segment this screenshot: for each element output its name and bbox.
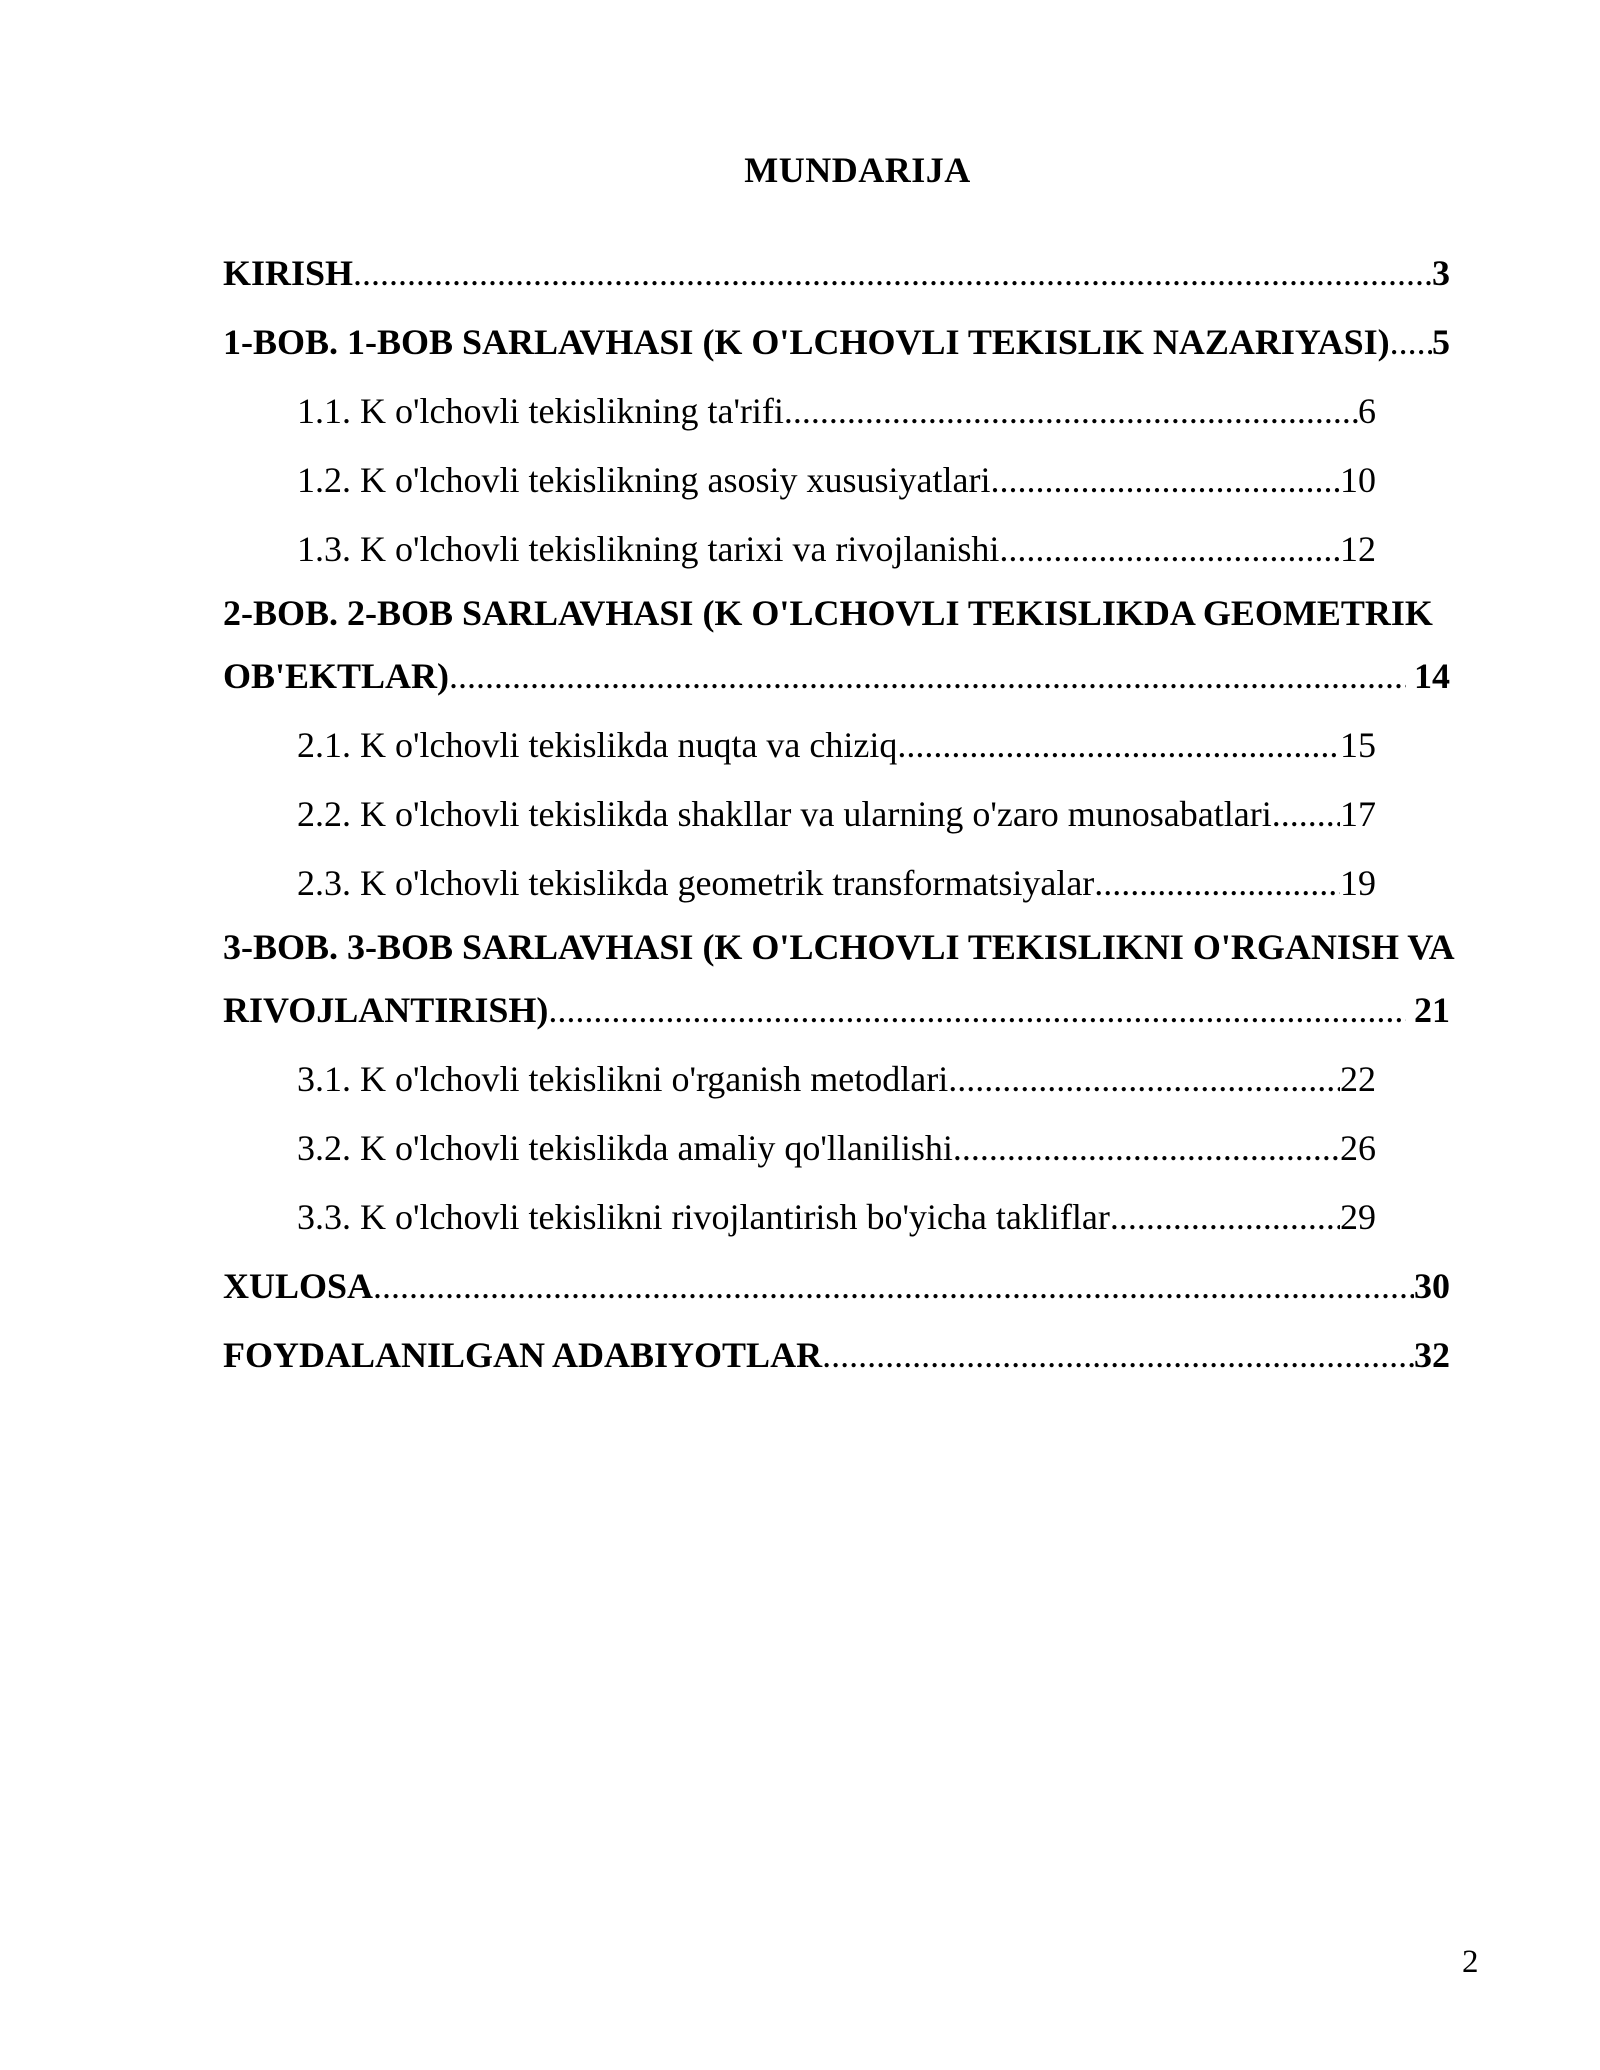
toc-entry-section-1-2[interactable] (223, 445, 1376, 514)
leader-dots (953, 1124, 1340, 1172)
toc-entry-page: 3 (1432, 252, 1450, 293)
toc-entry-text: KIRISH (223, 252, 354, 293)
toc-entry-page: 21 (1414, 990, 1450, 1030)
toc-entry-text: 2.2. K o'lchovli tekislikda shakllar va ularning o'zaro munosabatlari (297, 793, 1272, 834)
leader-dots (373, 1262, 1414, 1310)
toc-entry-chapter-3-line1[interactable] (223, 917, 1493, 976)
leader-dots (548, 986, 1406, 1034)
toc-entry-kirish[interactable] (223, 238, 1450, 307)
leader-dots (990, 456, 1340, 504)
toc-entry-chapter-3-line2[interactable] (223, 976, 1450, 1044)
toc-entry-section-1-3[interactable] (223, 514, 1376, 583)
toc-entry-page: 29 (1340, 1196, 1376, 1237)
toc-title: MUNDARIJA (744, 150, 971, 190)
toc-entry-text: 3.3. K o'lchovli tekislikni rivojlantirish bo'yicha takliflar (297, 1196, 1110, 1237)
toc-entry-text: FOYDALANILGAN ADABIYOTLAR (223, 1334, 823, 1375)
toc-entry-text: 3.2. K o'lchovli tekislikda amaliy qo'llanilishi (297, 1127, 953, 1168)
toc-entry-chapter-1[interactable] (223, 307, 1450, 376)
toc-entry-text: RIVOJLANTIRISH) (223, 990, 549, 1030)
toc-entry-adabiyotlar[interactable] (223, 1320, 1450, 1389)
toc-entry-text: 2.3. K o'lchovli tekislikda geometrik transformatsiyalar (297, 862, 1095, 903)
toc-entry-page: 26 (1340, 1127, 1376, 1168)
toc-entry-section-2-1[interactable] (223, 710, 1376, 779)
toc-entry-section-2-2[interactable] (223, 779, 1376, 848)
toc-entry-text: 3.1. K o'lchovli tekislikni o'rganish metodlari (297, 1058, 949, 1099)
toc-entry-text: 3-BOB. 3-BOB SARLAVHASI (K O'LCHOVLI TEKISLIKNI O'RGANISH VA (223, 926, 1455, 967)
leader-dots (822, 1331, 1414, 1379)
toc-entry-page: 10 (1340, 459, 1376, 500)
leader-dots (1272, 790, 1340, 838)
leader-dots (784, 387, 1358, 435)
toc-entry-chapter-2-line2[interactable] (223, 642, 1450, 710)
leader-dots (999, 525, 1340, 573)
toc-entry-section-2-3[interactable] (223, 848, 1376, 917)
leader-dots (1094, 859, 1340, 907)
toc-entry-xulosa[interactable] (223, 1251, 1450, 1320)
toc-entry-text: 1.2. K o'lchovli tekislikning asosiy xususiyatlari (297, 459, 991, 500)
toc-entry-chapter-2-line1[interactable] (223, 583, 1493, 642)
toc-entry-page: 30 (1414, 1265, 1450, 1306)
toc-entry-page: 6 (1358, 390, 1376, 431)
toc-entry-text: 2-BOB. 2-BOB SARLAVHASI (K O'LCHOVLI TEKISLIKDA GEOMETRIK (223, 592, 1433, 633)
toc-entry-page: 32 (1414, 1334, 1450, 1375)
leader-dots (353, 249, 1432, 297)
leader-dots (948, 1055, 1340, 1103)
toc-entry-text: OB'EKTLAR) (223, 656, 450, 696)
leader-dots (1390, 318, 1432, 366)
toc-entry-page: 15 (1340, 724, 1376, 765)
leader-dots (449, 652, 1406, 700)
table-of-contents (223, 238, 1493, 1389)
toc-entry-text: 2.1. K o'lchovli tekislikda nuqta va chiziq (297, 724, 898, 765)
toc-entry-section-3-2[interactable] (223, 1113, 1376, 1182)
page-number: 2 (1462, 1944, 1479, 1980)
toc-entry-text: XULOSA (223, 1265, 374, 1306)
toc-entry-section-3-1[interactable] (223, 1044, 1376, 1113)
toc-entry-section-1-1[interactable] (223, 376, 1376, 445)
toc-entry-page: 17 (1340, 793, 1376, 834)
toc-entry-section-3-3[interactable] (223, 1182, 1376, 1251)
toc-entry-text: 1.1. K o'lchovli tekislikning ta'rifi (297, 390, 784, 431)
leader-dots (897, 721, 1340, 769)
toc-entry-text: 1-BOB. 1-BOB SARLAVHASI (K O'LCHOVLI TEKISLIK NAZARIYASI) (223, 321, 1390, 362)
toc-entry-page: 12 (1340, 528, 1376, 569)
toc-entry-page: 22 (1340, 1058, 1376, 1099)
toc-entry-page: 14 (1414, 656, 1450, 696)
leader-dots (1110, 1193, 1340, 1241)
toc-entry-text: 1.3. K o'lchovli tekislikning tarixi va rivojlanishi (297, 528, 1000, 569)
toc-entry-page: 19 (1340, 862, 1376, 903)
toc-entry-page: 5 (1432, 321, 1450, 362)
